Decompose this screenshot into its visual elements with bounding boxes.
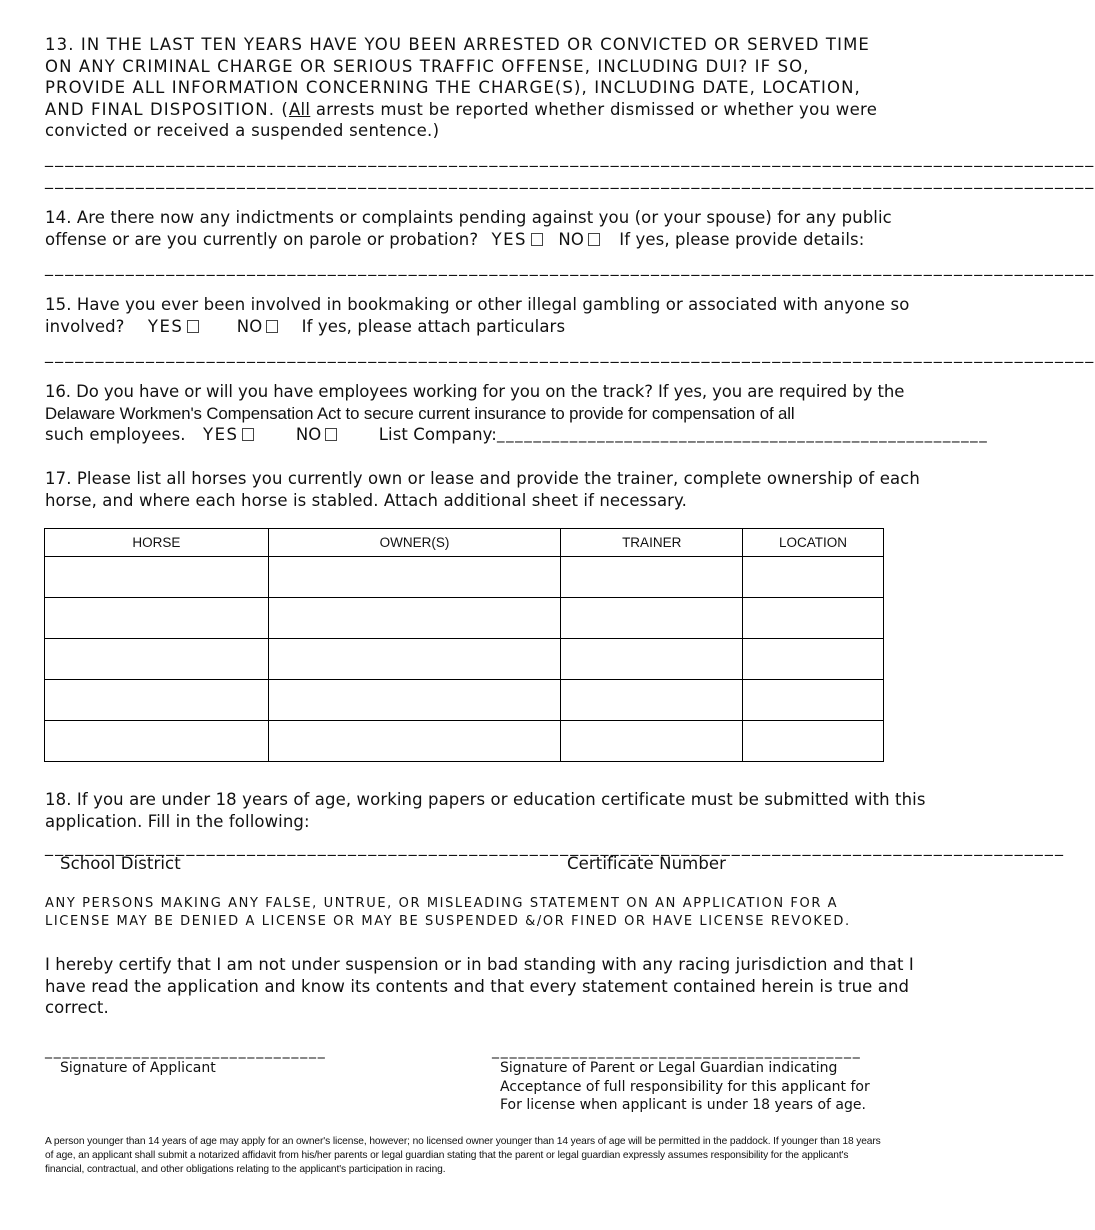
location-cell[interactable] [743,639,884,680]
q15-no-checkbox[interactable] [266,320,278,333]
q14-no-label: NO [558,229,584,249]
table-header-row [45,529,884,557]
table-row [45,557,884,598]
q13-answer-line-2[interactable]: ________________________________________________________________________________________________________ [45,170,1095,189]
q16-line1: 16. Do you have or will you have employees working for you on the track? If yes, you are required by the [45,382,905,401]
footnote-line1: A person younger than 14 years of age may apply for an owner's license, however; no licensed owner younger than 14 years of age will be permitted in the paddock. If younger than 18 years [45,1136,881,1147]
applicant-signature-label: Signature of Applicant [60,1060,216,1076]
q15-answer-line[interactable]: ________________________________________________________________________________________________________ [45,344,1095,363]
owners-cell[interactable] [268,598,561,639]
guardian-line3: For license when applicant is under 18 years of age. [500,1097,866,1113]
header-horse: HORSE [45,529,269,557]
q15-line2-text: involved? [45,316,125,336]
question-14 [45,207,892,250]
q18-answer-line[interactable]: _____________________________________________________________________________________________________ [45,837,1066,856]
q14-answer-line[interactable]: ________________________________________________________________________________________________________ [45,257,1095,276]
q13-line2: ON ANY CRIMINAL CHARGE OR SERIOUS TRAFFIC OFFENSE, INCLUDING DUI? IF SO, [45,56,810,76]
q13-line4 [45,99,877,121]
warning-line2: LICENSE MAY BE DENIED A LICENSE OR MAY BE SUSPENDED &/OR FINED OR HAVE LICENSE REVOKED. [45,914,851,929]
trainer-cell[interactable] [561,721,743,762]
q13-all-underlined: All [288,99,311,119]
horse-cell[interactable] [45,598,269,639]
q15-yes-checkbox[interactable] [187,320,199,333]
q14-yes-checkbox[interactable] [531,233,543,246]
horse-cell[interactable] [45,680,269,721]
guardian-line1: Signature of Parent or Legal Guardian indicating [500,1060,838,1076]
certify-line2: have read the application and know its contents and that every statement contained herein is true and [45,976,910,996]
q16-line3 [45,424,989,446]
header-owners: OWNER(S) [268,529,561,557]
q16-no-label: NO [295,425,322,444]
question-18 [45,789,926,832]
q16-company-field[interactable]: ______________________________________________________ [496,425,989,443]
q18-line2: application. Fill in the following: [45,811,310,831]
certify-line3: correct. [45,998,109,1017]
trainer-cell[interactable] [561,680,743,721]
footnote-line3: financial, contractual, and other obligations relating to the applicant's participation in racing. [45,1164,446,1175]
table-row [45,639,884,680]
q13-answer-line-1[interactable]: ________________________________________________________________________________________________________ [45,148,1095,167]
question-13 [45,34,877,142]
q14-line1: 14. Are there now any indictments or complaints pending against you (or your spouse) for any public [45,208,892,227]
q13-line3: PROVIDE ALL INFORMATION CONCERNING THE CHARGE(S), INCLUDING DATE, LOCATION, [45,78,861,97]
q14-no-checkbox[interactable] [588,233,600,246]
q18-line1: 18. If you are under 18 years of age, working papers or education certificate must be submitted with this [45,790,926,809]
footnote [45,1135,915,1177]
q13-line4-pre: AND FINAL DISPOSITION. ( [45,99,289,119]
q16-yes-label: YES [202,425,239,444]
trainer-cell[interactable] [561,557,743,598]
q15-yes-label: YES [147,316,184,336]
trainer-cell[interactable] [561,639,743,680]
q16-company-label: List Company: [378,425,497,444]
q14-line2-post: If yes, please provide details: [619,229,865,249]
owners-cell[interactable] [268,639,561,680]
location-cell[interactable] [743,598,884,639]
question-17 [45,468,920,511]
warning-line1: ANY PERSONS MAKING ANY FALSE, UNTRUE, OR MISLEADING STATEMENT ON AN APPLICATION FOR A [45,896,839,911]
owners-cell[interactable] [268,721,561,762]
location-cell[interactable] [743,721,884,762]
q17-line2: horse, and where each horse is stabled. Attach additional sheet if necessary. [45,490,687,510]
q14-yes-label: YES [491,229,528,249]
guardian-line2: Acceptance of full responsibility for this applicant for [500,1078,870,1095]
certification-statement [45,954,914,1019]
question-15 [45,294,909,337]
q15-no-label: NO [236,316,263,336]
owners-cell[interactable] [268,557,561,598]
applicant-signature-line[interactable]: ________________________________ [45,1043,327,1059]
location-cell[interactable] [743,557,884,598]
false-statement-warning [45,895,851,931]
owners-cell[interactable] [268,680,561,721]
q15-line2 [45,316,909,338]
horses-table [44,528,884,762]
school-district-label: School District [60,854,181,873]
q16-no-checkbox[interactable] [325,428,337,441]
table-row [45,680,884,721]
footnote-line2: of age, an applicant shall submit a notarized affidavit from his/her parents or legal guardian stating that the parent or legal guardian expressly assumes responsibility for the applicant's [45,1150,849,1161]
guardian-signature-label [500,1059,870,1115]
q13-line4-post: arrests must be reported whether dismissed or whether you were [310,99,878,119]
header-trainer: TRAINER [561,529,743,557]
horse-cell[interactable] [45,557,269,598]
q17-line1: 17. Please list all horses you currently own or lease and provide the trainer, complete ownership of each [45,469,920,488]
horse-cell[interactable] [45,721,269,762]
horse-cell[interactable] [45,639,269,680]
q15-line1: 15. Have you ever been involved in bookmaking or other illegal gambling or associated with anyone so [45,295,910,314]
q13-line5: convicted or received a suspended sentence.) [45,121,440,140]
q13-line1: 13. IN THE LAST TEN YEARS HAVE YOU BEEN ARRESTED OR CONVICTED OR SERVED TIME [45,35,870,54]
q15-line2-post: If yes, please attach particulars [301,316,566,336]
header-location: LOCATION [743,529,884,557]
location-cell[interactable] [743,680,884,721]
guardian-signature-line[interactable]: __________________________________________ [492,1043,862,1059]
table-row [45,598,884,639]
q16-yes-checkbox[interactable] [242,428,254,441]
table-row [45,721,884,762]
certificate-number-label: Certificate Number [567,854,727,873]
q16-line2: Delaware Workmen's Compensation Act to secure current insurance to provide for compensation of all [45,403,795,423]
q14-line2 [45,229,892,251]
q14-line2-text: offense or are you currently on parole or probation? [45,229,479,249]
question-16 [45,381,989,446]
certify-line1: I hereby certify that I am not under suspension or in bad standing with any racing jurisdiction and that I [45,955,914,974]
trainer-cell[interactable] [561,598,743,639]
q16-line3-text: such employees. [45,425,186,444]
